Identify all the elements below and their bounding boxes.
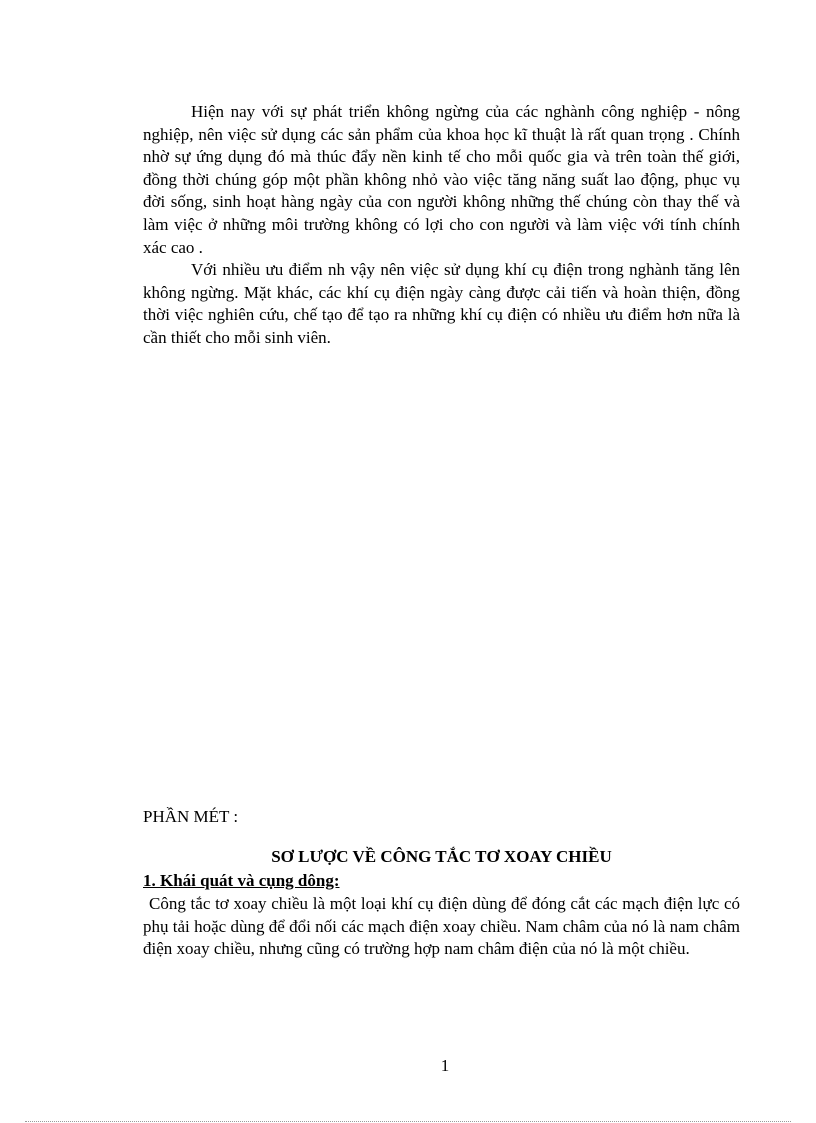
page-bottom-divider <box>25 1121 791 1122</box>
section-paragraph: Công tắc tơ xoay chiều là một loại khí cụ điện dùng để đóng cắt các mạch điện lực có phụ tải hoặc dùng để đổi nối các mạch điện xoay chiều. Nam châm của nó là nam châm điện xoay chiều, nhưng cũng có trường hợp nam châm điện của nó là một chiều. <box>143 894 740 959</box>
page-number: 1 <box>440 1056 450 1075</box>
section-title: SƠ LƯỢC VỀ CÔNG TẮC TƠ XOAY CHIỀU <box>271 847 612 866</box>
section-body <box>143 893 740 961</box>
part-label: PHẦN MÉT : <box>143 807 239 826</box>
intro-section <box>143 101 740 350</box>
intro-paragraph-2: Với nhiều ưu điểm nh vậy nên việc sử dụng khí cụ điện trong nghành tăng lên không ngừng. Mặt khác, các khí cụ điện ngày càng được cải tiến và hoàn thiện, đồng thời việc nghiên cứu, chế tạo để tạo ra những khí cụ điện có nhiều ưu điểm hơn nữa là cần thiết cho mỗi sinh viên. <box>143 260 740 347</box>
intro-paragraph-1: Hiện nay với sự phát triển không ngừng của các nghành công nghiệp - nông nghiệp, nên việc sử dụng các sản phẩm của khoa học kĩ thuật là rất quan trọng . Chính nhờ sự ứng dụng đó mà thúc đẩy nền kinh tế cho mỗi quốc gia và trên toàn thế giới, đồng thời chúng góp một phần không nhỏ vào việc tăng năng suất lao động, phục vụ đời sống, sinh hoạt hàng ngày của con người không những thế chúng còn thay thế và làm việc ở những môi trường không có lợi cho con người và làm việc với tính chính xác cao . <box>143 102 740 257</box>
section-subheading: 1. Khái quát và cụng dông: <box>143 871 340 890</box>
